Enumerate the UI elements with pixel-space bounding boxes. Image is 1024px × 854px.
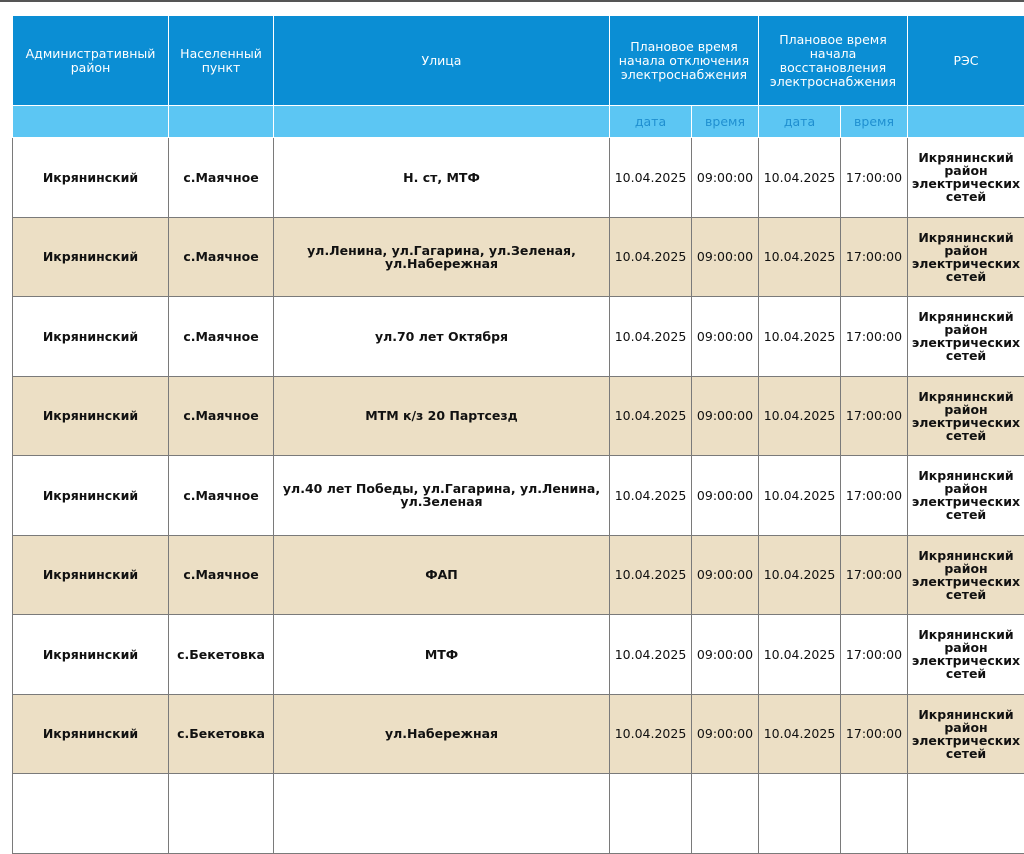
cell-settlement: с.Маячное bbox=[169, 138, 274, 218]
cell-off-date: 10.04.2025 bbox=[610, 297, 692, 377]
cell-restore-date: 10.04.2025 bbox=[759, 217, 841, 297]
cell-off-time: 09:00:00 bbox=[692, 535, 759, 615]
cell-restore-date: 10.04.2025 bbox=[759, 297, 841, 377]
cell-off-time: 09:00:00 bbox=[692, 138, 759, 218]
cell-off-time: 09:00:00 bbox=[692, 297, 759, 377]
header-res: РЭС bbox=[908, 16, 1024, 106]
cell-restore-date: 10.04.2025 bbox=[759, 535, 841, 615]
cell-off-date bbox=[610, 774, 692, 854]
cell-restore-time: 17:00:00 bbox=[841, 456, 908, 536]
cell-street: ФАП bbox=[274, 535, 610, 615]
cell-settlement: с.Маячное bbox=[169, 376, 274, 456]
cell-res: Икрянинский район электрических сетей bbox=[908, 694, 1024, 774]
cell-district: Икрянинский bbox=[13, 535, 169, 615]
table-row bbox=[13, 535, 1024, 615]
cell-res: Икрянинский район электрических сетей bbox=[908, 217, 1024, 297]
cell-off-time: 09:00:00 bbox=[692, 376, 759, 456]
cell-res bbox=[908, 774, 1024, 854]
cell-res: Икрянинский район электрических сетей bbox=[908, 456, 1024, 536]
table-row bbox=[13, 217, 1024, 297]
subheader-empty bbox=[274, 106, 610, 138]
cell-street bbox=[274, 774, 610, 854]
table-row bbox=[13, 376, 1024, 456]
subheader-restore-time: время bbox=[841, 106, 908, 138]
table-row bbox=[13, 456, 1024, 536]
cell-res: Икрянинский район электрических сетей bbox=[908, 297, 1024, 377]
power-outage-table bbox=[12, 15, 1024, 854]
cell-street: ул.40 лет Победы, ул.Гагарина, ул.Ленина, ул.Зеленая bbox=[274, 456, 610, 536]
cell-district: Икрянинский bbox=[13, 297, 169, 377]
table-row bbox=[13, 297, 1024, 377]
cell-res: Икрянинский район электрических сетей bbox=[908, 376, 1024, 456]
cell-off-time: 09:00:00 bbox=[692, 217, 759, 297]
cell-restore-time: 17:00:00 bbox=[841, 615, 908, 695]
cell-district: Икрянинский bbox=[13, 217, 169, 297]
cell-off-date: 10.04.2025 bbox=[610, 138, 692, 218]
cell-off-time bbox=[692, 774, 759, 854]
cell-restore-date bbox=[759, 774, 841, 854]
cell-restore-date: 10.04.2025 bbox=[759, 456, 841, 536]
header-row bbox=[13, 16, 1024, 106]
cell-restore-date: 10.04.2025 bbox=[759, 615, 841, 695]
cell-off-date: 10.04.2025 bbox=[610, 535, 692, 615]
cell-settlement: с.Маячное bbox=[169, 535, 274, 615]
cell-res: Икрянинский район электрических сетей bbox=[908, 615, 1024, 695]
top-divider bbox=[0, 0, 1024, 2]
table-row bbox=[13, 138, 1024, 218]
cell-off-date: 10.04.2025 bbox=[610, 694, 692, 774]
cell-off-date: 10.04.2025 bbox=[610, 456, 692, 536]
cell-district: Икрянинский bbox=[13, 694, 169, 774]
cell-district: Икрянинский bbox=[13, 376, 169, 456]
cell-restore-time: 17:00:00 bbox=[841, 217, 908, 297]
table-row bbox=[13, 694, 1024, 774]
subheader-restore-date: дата bbox=[759, 106, 841, 138]
cell-restore-time: 17:00:00 bbox=[841, 138, 908, 218]
header-settlement: Населенный пункт bbox=[169, 16, 274, 106]
header-restore-time: Плановое время начала восстановления электроснабжения bbox=[759, 16, 908, 106]
cell-res: Икрянинский район электрических сетей bbox=[908, 138, 1024, 218]
cell-settlement: с.Маячное bbox=[169, 217, 274, 297]
cell-street: ул.70 лет Октября bbox=[274, 297, 610, 377]
cell-restore-time: 17:00:00 bbox=[841, 376, 908, 456]
cell-district: Икрянинский bbox=[13, 456, 169, 536]
cell-off-time: 09:00:00 bbox=[692, 694, 759, 774]
cell-off-date: 10.04.2025 bbox=[610, 376, 692, 456]
cell-restore-time: 17:00:00 bbox=[841, 297, 908, 377]
header-off-time: Плановое время начала отключения электроснабжения bbox=[610, 16, 759, 106]
cell-district: Икрянинский bbox=[13, 138, 169, 218]
cell-district bbox=[13, 774, 169, 854]
cell-settlement: с.Бекетовка bbox=[169, 615, 274, 695]
table-row bbox=[13, 615, 1024, 695]
header-district: Административный район bbox=[13, 16, 169, 106]
cell-off-time: 09:00:00 bbox=[692, 615, 759, 695]
cell-off-time: 09:00:00 bbox=[692, 456, 759, 536]
header-street: Улица bbox=[274, 16, 610, 106]
cell-restore-time: 17:00:00 bbox=[841, 694, 908, 774]
cell-restore-time bbox=[841, 774, 908, 854]
cell-restore-date: 10.04.2025 bbox=[759, 376, 841, 456]
cell-settlement: с.Маячное bbox=[169, 297, 274, 377]
subheader-empty bbox=[169, 106, 274, 138]
cell-street: Н. ст, МТФ bbox=[274, 138, 610, 218]
cell-restore-time: 17:00:00 bbox=[841, 535, 908, 615]
cell-street: МТМ к/з 20 Партсезд bbox=[274, 376, 610, 456]
cell-settlement: с.Бекетовка bbox=[169, 694, 274, 774]
subheader-off-date: дата bbox=[610, 106, 692, 138]
cell-street: МТФ bbox=[274, 615, 610, 695]
cell-res: Икрянинский район электрических сетей bbox=[908, 535, 1024, 615]
cell-street: ул.Набережная bbox=[274, 694, 610, 774]
cell-settlement: с.Маячное bbox=[169, 456, 274, 536]
table-row bbox=[13, 774, 1024, 854]
cell-settlement bbox=[169, 774, 274, 854]
cell-district: Икрянинский bbox=[13, 615, 169, 695]
cell-street: ул.Ленина, ул.Гагарина, ул.Зеленая, ул.Набережная bbox=[274, 217, 610, 297]
cell-off-date: 10.04.2025 bbox=[610, 615, 692, 695]
cell-off-date: 10.04.2025 bbox=[610, 217, 692, 297]
subheader-empty bbox=[908, 106, 1024, 138]
subheader-row bbox=[13, 106, 1024, 138]
cell-restore-date: 10.04.2025 bbox=[759, 694, 841, 774]
cell-restore-date: 10.04.2025 bbox=[759, 138, 841, 218]
subheader-off-time: время bbox=[692, 106, 759, 138]
subheader-empty bbox=[13, 106, 169, 138]
